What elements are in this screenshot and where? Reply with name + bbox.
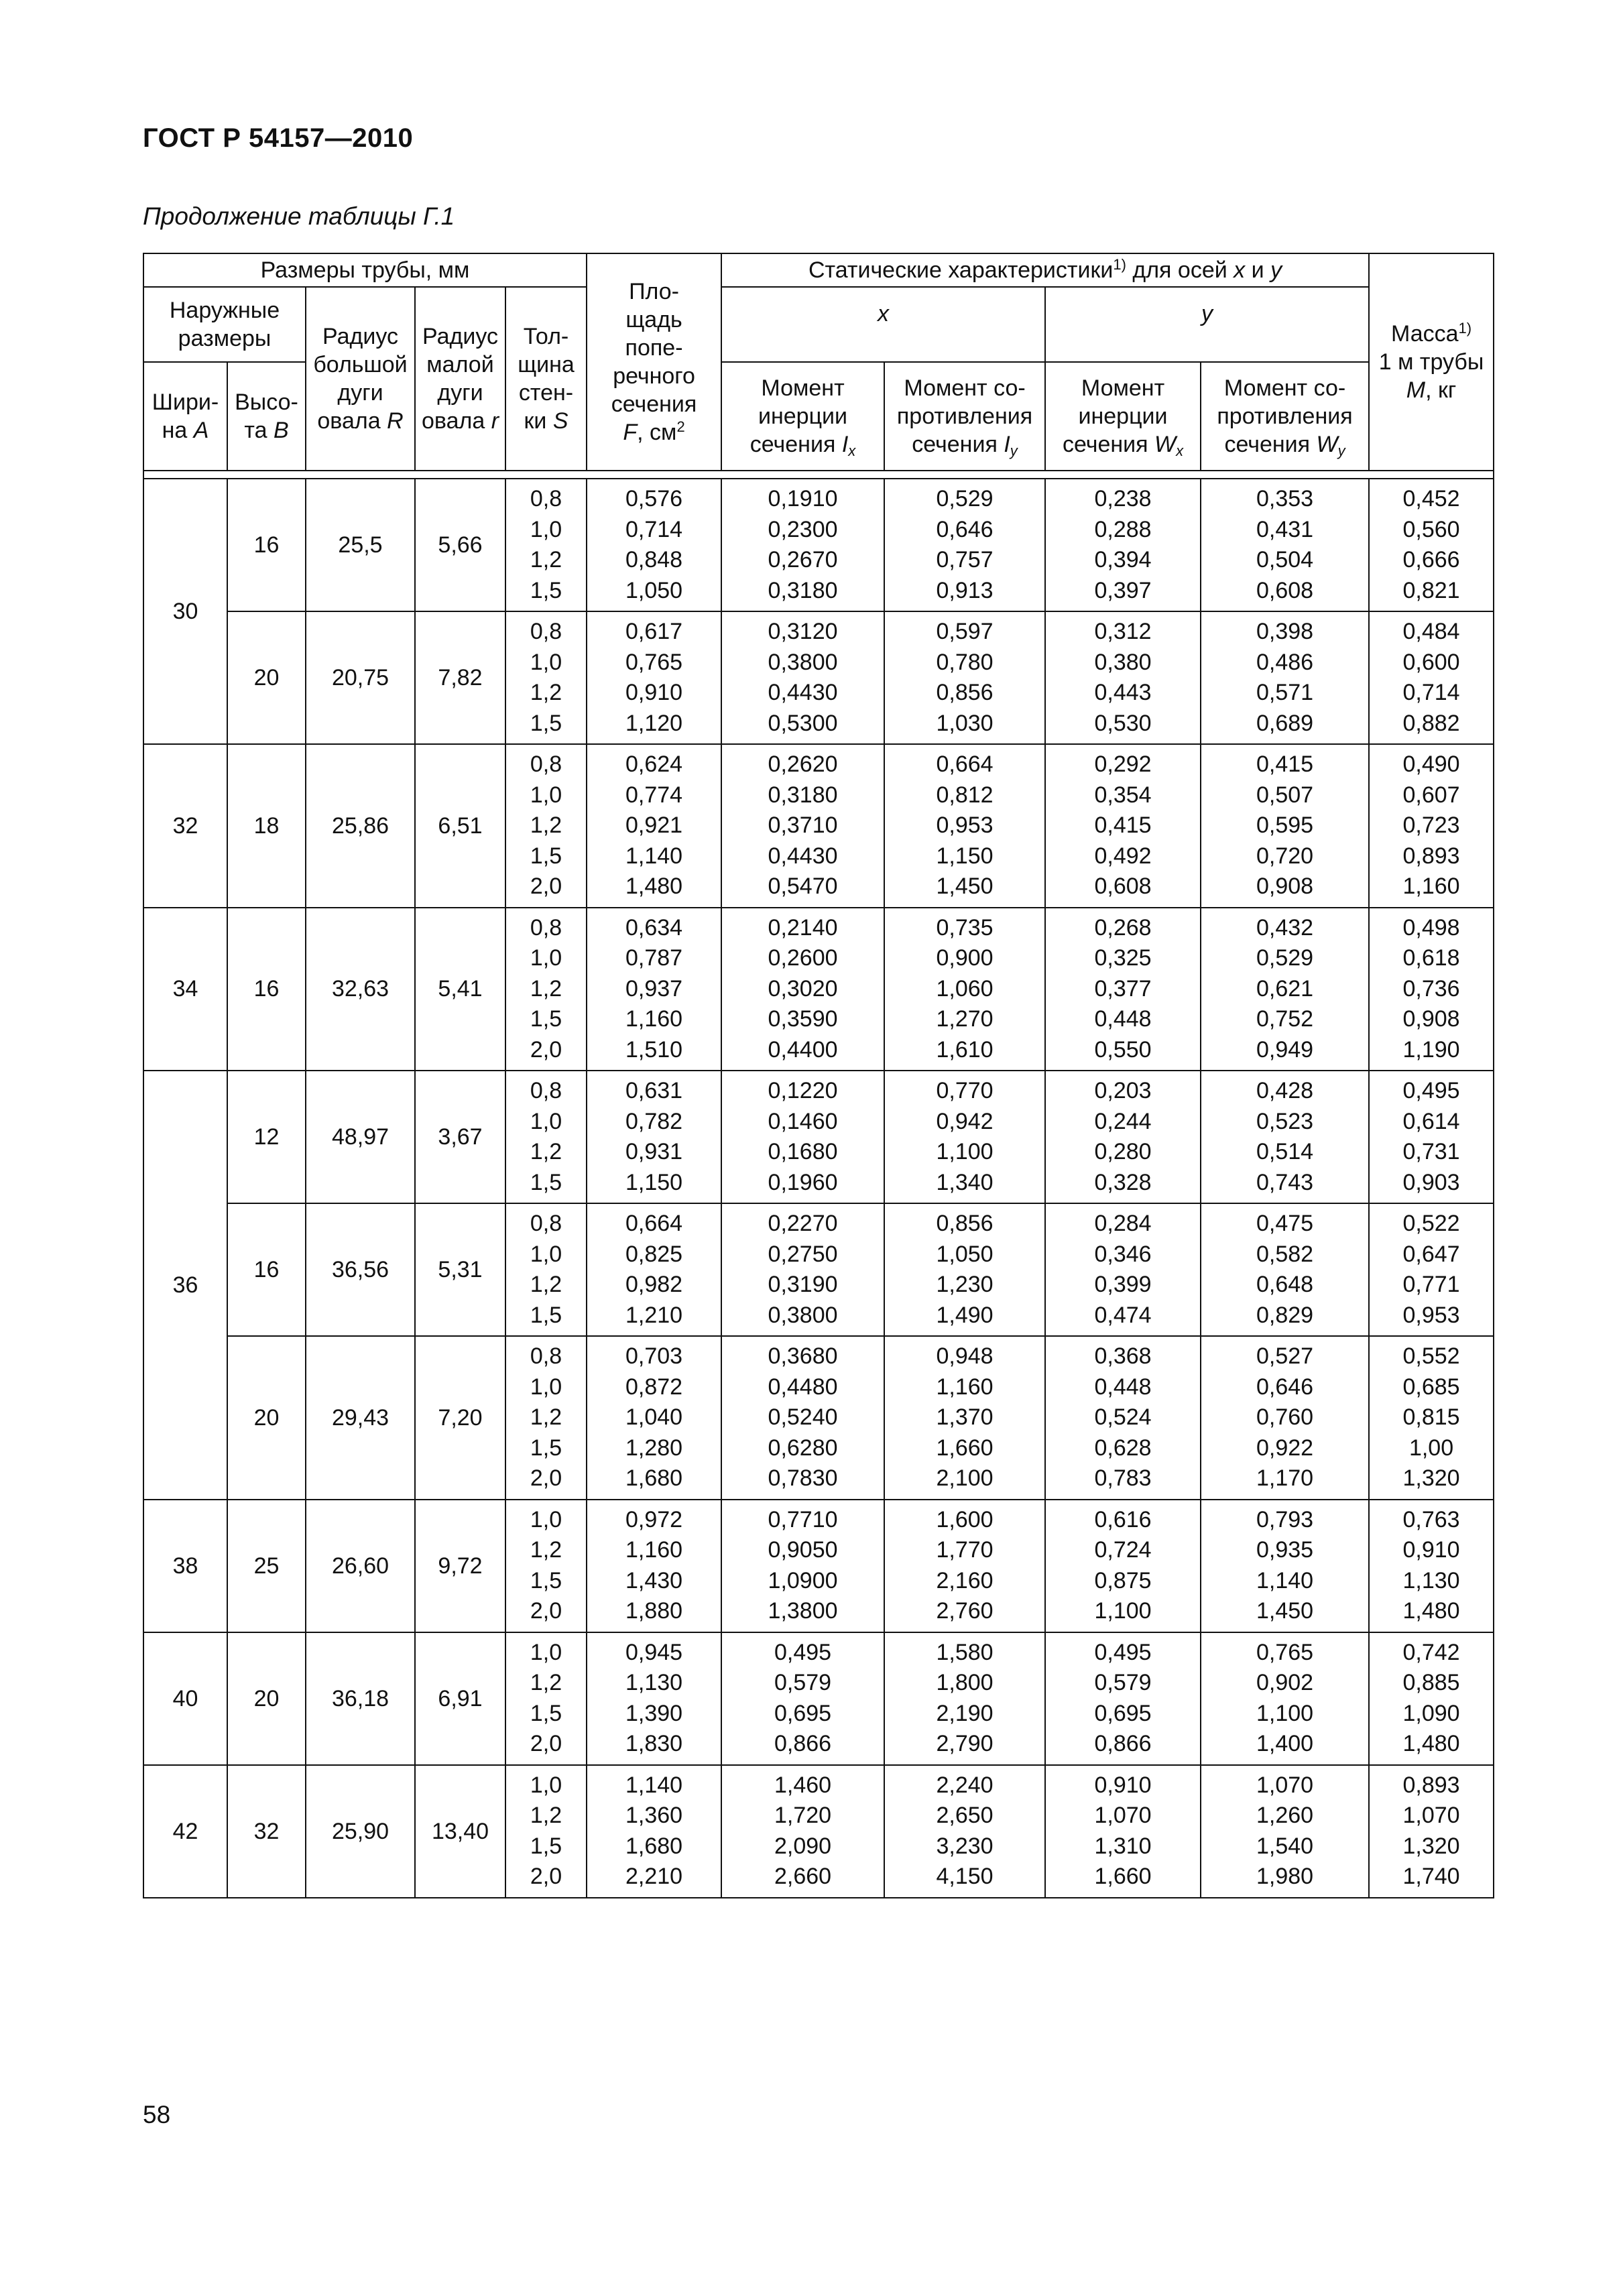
page-number: 58 <box>143 2101 171 2128</box>
cell-height: 16 <box>227 479 306 611</box>
cell-width: 32 <box>143 744 227 908</box>
table-row <box>143 744 1494 908</box>
table-row <box>143 1071 1494 1203</box>
table-row <box>143 1632 1494 1765</box>
cell-wall: 1,0 1,2 1,5 2,0 <box>505 1765 587 1898</box>
cell-ix: 0,2620 0,3180 0,3710 0,4430 0,5470 <box>721 744 884 908</box>
cell-wall: 0,8 1,0 1,2 1,5 2,0 <box>505 908 587 1071</box>
cell-area: 0,634 0,787 0,937 1,160 1,510 <box>587 908 721 1071</box>
cell-radius-big: 36,56 <box>306 1203 415 1336</box>
header-iy: Момент со- противления сечения $I_y$ <box>884 362 1045 471</box>
cell-width: 34 <box>143 908 227 1071</box>
header-axis-y: y <box>1045 287 1369 362</box>
cell-height: 12 <box>227 1071 306 1203</box>
cell-wall: 1,0 1,2 1,5 2,0 <box>505 1500 587 1632</box>
cell-ix: 0,2270 0,2750 0,3190 0,3800 <box>721 1203 884 1336</box>
cell-wy: 0,475 0,582 0,648 0,829 <box>1201 1203 1369 1336</box>
table-row <box>143 1203 1494 1336</box>
cell-height: 20 <box>227 1336 306 1500</box>
cell-radius-big: 29,43 <box>306 1336 415 1500</box>
cell-ix: 0,1220 0,1460 0,1680 0,1960 <box>721 1071 884 1203</box>
cell-area: 1,140 1,360 1,680 2,210 <box>587 1765 721 1898</box>
cell-wx: 0,238 0,288 0,394 0,397 <box>1045 479 1201 611</box>
cell-wx: 0,203 0,244 0,280 0,328 <box>1045 1071 1201 1203</box>
cell-radius-small: 6,51 <box>415 744 505 908</box>
cell-radius-big: 36,18 <box>306 1632 415 1765</box>
cell-height: 32 <box>227 1765 306 1898</box>
cell-wall: 0,8 1,0 1,2 1,5 2,0 <box>505 1336 587 1500</box>
cell-iy: 0,770 0,942 1,100 1,340 <box>884 1071 1045 1203</box>
cell-iy: 0,529 0,646 0,757 0,913 <box>884 479 1045 611</box>
cell-mass: 0,552 0,685 0,815 1,00 1,320 <box>1369 1336 1494 1500</box>
cell-wx: 0,495 0,579 0,695 0,866 <box>1045 1632 1201 1765</box>
header-outer: Наружные размеры <box>143 287 306 362</box>
cell-mass: 0,893 1,070 1,320 1,740 <box>1369 1765 1494 1898</box>
cell-ix: 0,495 0,579 0,695 0,866 <box>721 1632 884 1765</box>
cell-radius-small: 13,40 <box>415 1765 505 1898</box>
cell-radius-big: 25,86 <box>306 744 415 908</box>
cell-radius-big: 32,63 <box>306 908 415 1071</box>
cell-mass: 0,452 0,560 0,666 0,821 <box>1369 479 1494 611</box>
header-mass: Масса$^{1)}$ 1 м трубы M, кг <box>1369 253 1494 471</box>
cell-radius-small: 9,72 <box>415 1500 505 1632</box>
cell-wy: 0,432 0,529 0,621 0,752 0,949 <box>1201 908 1369 1071</box>
cell-wy: 0,415 0,507 0,595 0,720 0,908 <box>1201 744 1369 908</box>
cell-area: 0,972 1,160 1,430 1,880 <box>587 1500 721 1632</box>
cell-area: 0,624 0,774 0,921 1,140 1,480 <box>587 744 721 908</box>
cell-radius-small: 6,91 <box>415 1632 505 1765</box>
document-title: ГОСТ Р 54157—2010 <box>143 123 414 153</box>
cell-height: 18 <box>227 744 306 908</box>
cell-iy: 1,600 1,770 2,160 2,760 <box>884 1500 1045 1632</box>
cell-area: 0,664 0,825 0,982 1,210 <box>587 1203 721 1336</box>
header-radius-small: Радиус малой дуги овала r <box>415 287 505 471</box>
header-axis-x: x <box>721 287 1045 362</box>
cell-radius-small: 5,41 <box>415 908 505 1071</box>
cell-height: 25 <box>227 1500 306 1632</box>
header-static: Статические характеристики$^{1)}$ для осей x и y <box>721 253 1369 287</box>
cell-mass: 0,498 0,618 0,736 0,908 1,190 <box>1369 908 1494 1071</box>
cell-radius-big: 48,97 <box>306 1071 415 1203</box>
pipe-properties-table <box>143 253 1494 1898</box>
cell-iy: 2,240 2,650 3,230 4,150 <box>884 1765 1045 1898</box>
cell-mass: 0,495 0,614 0,731 0,903 <box>1369 1071 1494 1203</box>
cell-mass: 0,490 0,607 0,723 0,893 1,160 <box>1369 744 1494 908</box>
cell-ix: 0,2140 0,2600 0,3020 0,3590 0,4400 <box>721 908 884 1071</box>
header-wx: Момент инерции сечения $W_x$ <box>1045 362 1201 471</box>
cell-wall: 1,0 1,2 1,5 2,0 <box>505 1632 587 1765</box>
header-radius-big: Радиус большой дуги овала R <box>306 287 415 471</box>
cell-wx: 0,368 0,448 0,524 0,628 0,783 <box>1045 1336 1201 1500</box>
table-row <box>143 611 1494 744</box>
cell-iy: 0,948 1,160 1,370 1,660 2,100 <box>884 1336 1045 1500</box>
cell-ix: 1,460 1,720 2,090 2,660 <box>721 1765 884 1898</box>
cell-radius-big: 20,75 <box>306 611 415 744</box>
cell-area: 0,576 0,714 0,848 1,050 <box>587 479 721 611</box>
cell-iy: 0,856 1,050 1,230 1,490 <box>884 1203 1045 1336</box>
cell-mass: 0,484 0,600 0,714 0,882 <box>1369 611 1494 744</box>
cell-wall: 0,8 1,0 1,2 1,5 <box>505 611 587 744</box>
cell-iy: 1,580 1,800 2,190 2,790 <box>884 1632 1045 1765</box>
header-gap <box>143 471 1494 479</box>
table-caption: Продолжение таблицы Г.1 <box>143 202 455 230</box>
cell-wx: 0,268 0,325 0,377 0,448 0,550 <box>1045 908 1201 1071</box>
cell-wy: 0,527 0,646 0,760 0,922 1,170 <box>1201 1336 1369 1500</box>
cell-ix: 0,3680 0,4480 0,5240 0,6280 0,7830 <box>721 1336 884 1500</box>
cell-radius-small: 3,67 <box>415 1071 505 1203</box>
header-wy: Момент со- противления сечения $W_y$ <box>1201 362 1369 471</box>
cell-radius-big: 25,90 <box>306 1765 415 1898</box>
cell-radius-small: 7,82 <box>415 611 505 744</box>
cell-width: 40 <box>143 1632 227 1765</box>
header-width: Шири- на A <box>143 362 227 471</box>
cell-area: 0,631 0,782 0,931 1,150 <box>587 1071 721 1203</box>
cell-iy: 0,597 0,780 0,856 1,030 <box>884 611 1045 744</box>
table-row <box>143 479 1494 611</box>
cell-wy: 0,428 0,523 0,514 0,743 <box>1201 1071 1369 1203</box>
cell-wall: 0,8 1,0 1,2 1,5 <box>505 479 587 611</box>
cell-wx: 0,312 0,380 0,443 0,530 <box>1045 611 1201 744</box>
cell-height: 20 <box>227 1632 306 1765</box>
cell-height: 16 <box>227 1203 306 1336</box>
cell-mass: 0,763 0,910 1,130 1,480 <box>1369 1500 1494 1632</box>
cell-height: 16 <box>227 908 306 1071</box>
cell-area: 0,703 0,872 1,040 1,280 1,680 <box>587 1336 721 1500</box>
cell-ix: 0,7710 0,9050 1,0900 1,3800 <box>721 1500 884 1632</box>
cell-iy: 0,735 0,900 1,060 1,270 1,610 <box>884 908 1045 1071</box>
cell-wy: 1,070 1,260 1,540 1,980 <box>1201 1765 1369 1898</box>
cell-radius-big: 25,5 <box>306 479 415 611</box>
cell-wx: 0,292 0,354 0,415 0,492 0,608 <box>1045 744 1201 908</box>
cell-radius-big: 26,60 <box>306 1500 415 1632</box>
cell-ix: 0,3120 0,3800 0,4430 0,5300 <box>721 611 884 744</box>
cell-width: 36 <box>143 1071 227 1500</box>
cell-ix: 0,1910 0,2300 0,2670 0,3180 <box>721 479 884 611</box>
cell-area: 0,945 1,130 1,390 1,830 <box>587 1632 721 1765</box>
cell-height: 20 <box>227 611 306 744</box>
table-row <box>143 1765 1494 1898</box>
cell-width: 42 <box>143 1765 227 1898</box>
cell-wy: 0,765 0,902 1,100 1,400 <box>1201 1632 1369 1765</box>
table-row <box>143 908 1494 1071</box>
cell-wy: 0,353 0,431 0,504 0,608 <box>1201 479 1369 611</box>
header-wall: Тол- щина стен- ки S <box>505 287 587 471</box>
cell-area: 0,617 0,765 0,910 1,120 <box>587 611 721 744</box>
cell-wall: 0,8 1,0 1,2 1,5 <box>505 1071 587 1203</box>
cell-width: 38 <box>143 1500 227 1632</box>
table-row <box>143 1500 1494 1632</box>
header-height: Высо- та B <box>227 362 306 471</box>
header-area: Пло- щадь попе- речного сечения F, $см^2$ <box>587 253 721 471</box>
cell-wx: 0,284 0,346 0,399 0,474 <box>1045 1203 1201 1336</box>
cell-mass: 0,742 0,885 1,090 1,480 <box>1369 1632 1494 1765</box>
cell-wy: 0,398 0,486 0,571 0,689 <box>1201 611 1369 744</box>
cell-radius-small: 5,31 <box>415 1203 505 1336</box>
header-ix: Момент инерции сечения $I_x$ <box>721 362 884 471</box>
cell-wy: 0,793 0,935 1,140 1,450 <box>1201 1500 1369 1632</box>
cell-wx: 0,616 0,724 0,875 1,100 <box>1045 1500 1201 1632</box>
cell-wall: 0,8 1,0 1,2 1,5 2,0 <box>505 744 587 908</box>
cell-mass: 0,522 0,647 0,771 0,953 <box>1369 1203 1494 1336</box>
table-row <box>143 1336 1494 1500</box>
cell-wall: 0,8 1,0 1,2 1,5 <box>505 1203 587 1336</box>
cell-iy: 0,664 0,812 0,953 1,150 1,450 <box>884 744 1045 908</box>
cell-wx: 0,910 1,070 1,310 1,660 <box>1045 1765 1201 1898</box>
cell-width: 30 <box>143 479 227 744</box>
cell-radius-small: 7,20 <box>415 1336 505 1500</box>
header-sizes: Размеры трубы, мм <box>143 253 587 287</box>
cell-radius-small: 5,66 <box>415 479 505 611</box>
